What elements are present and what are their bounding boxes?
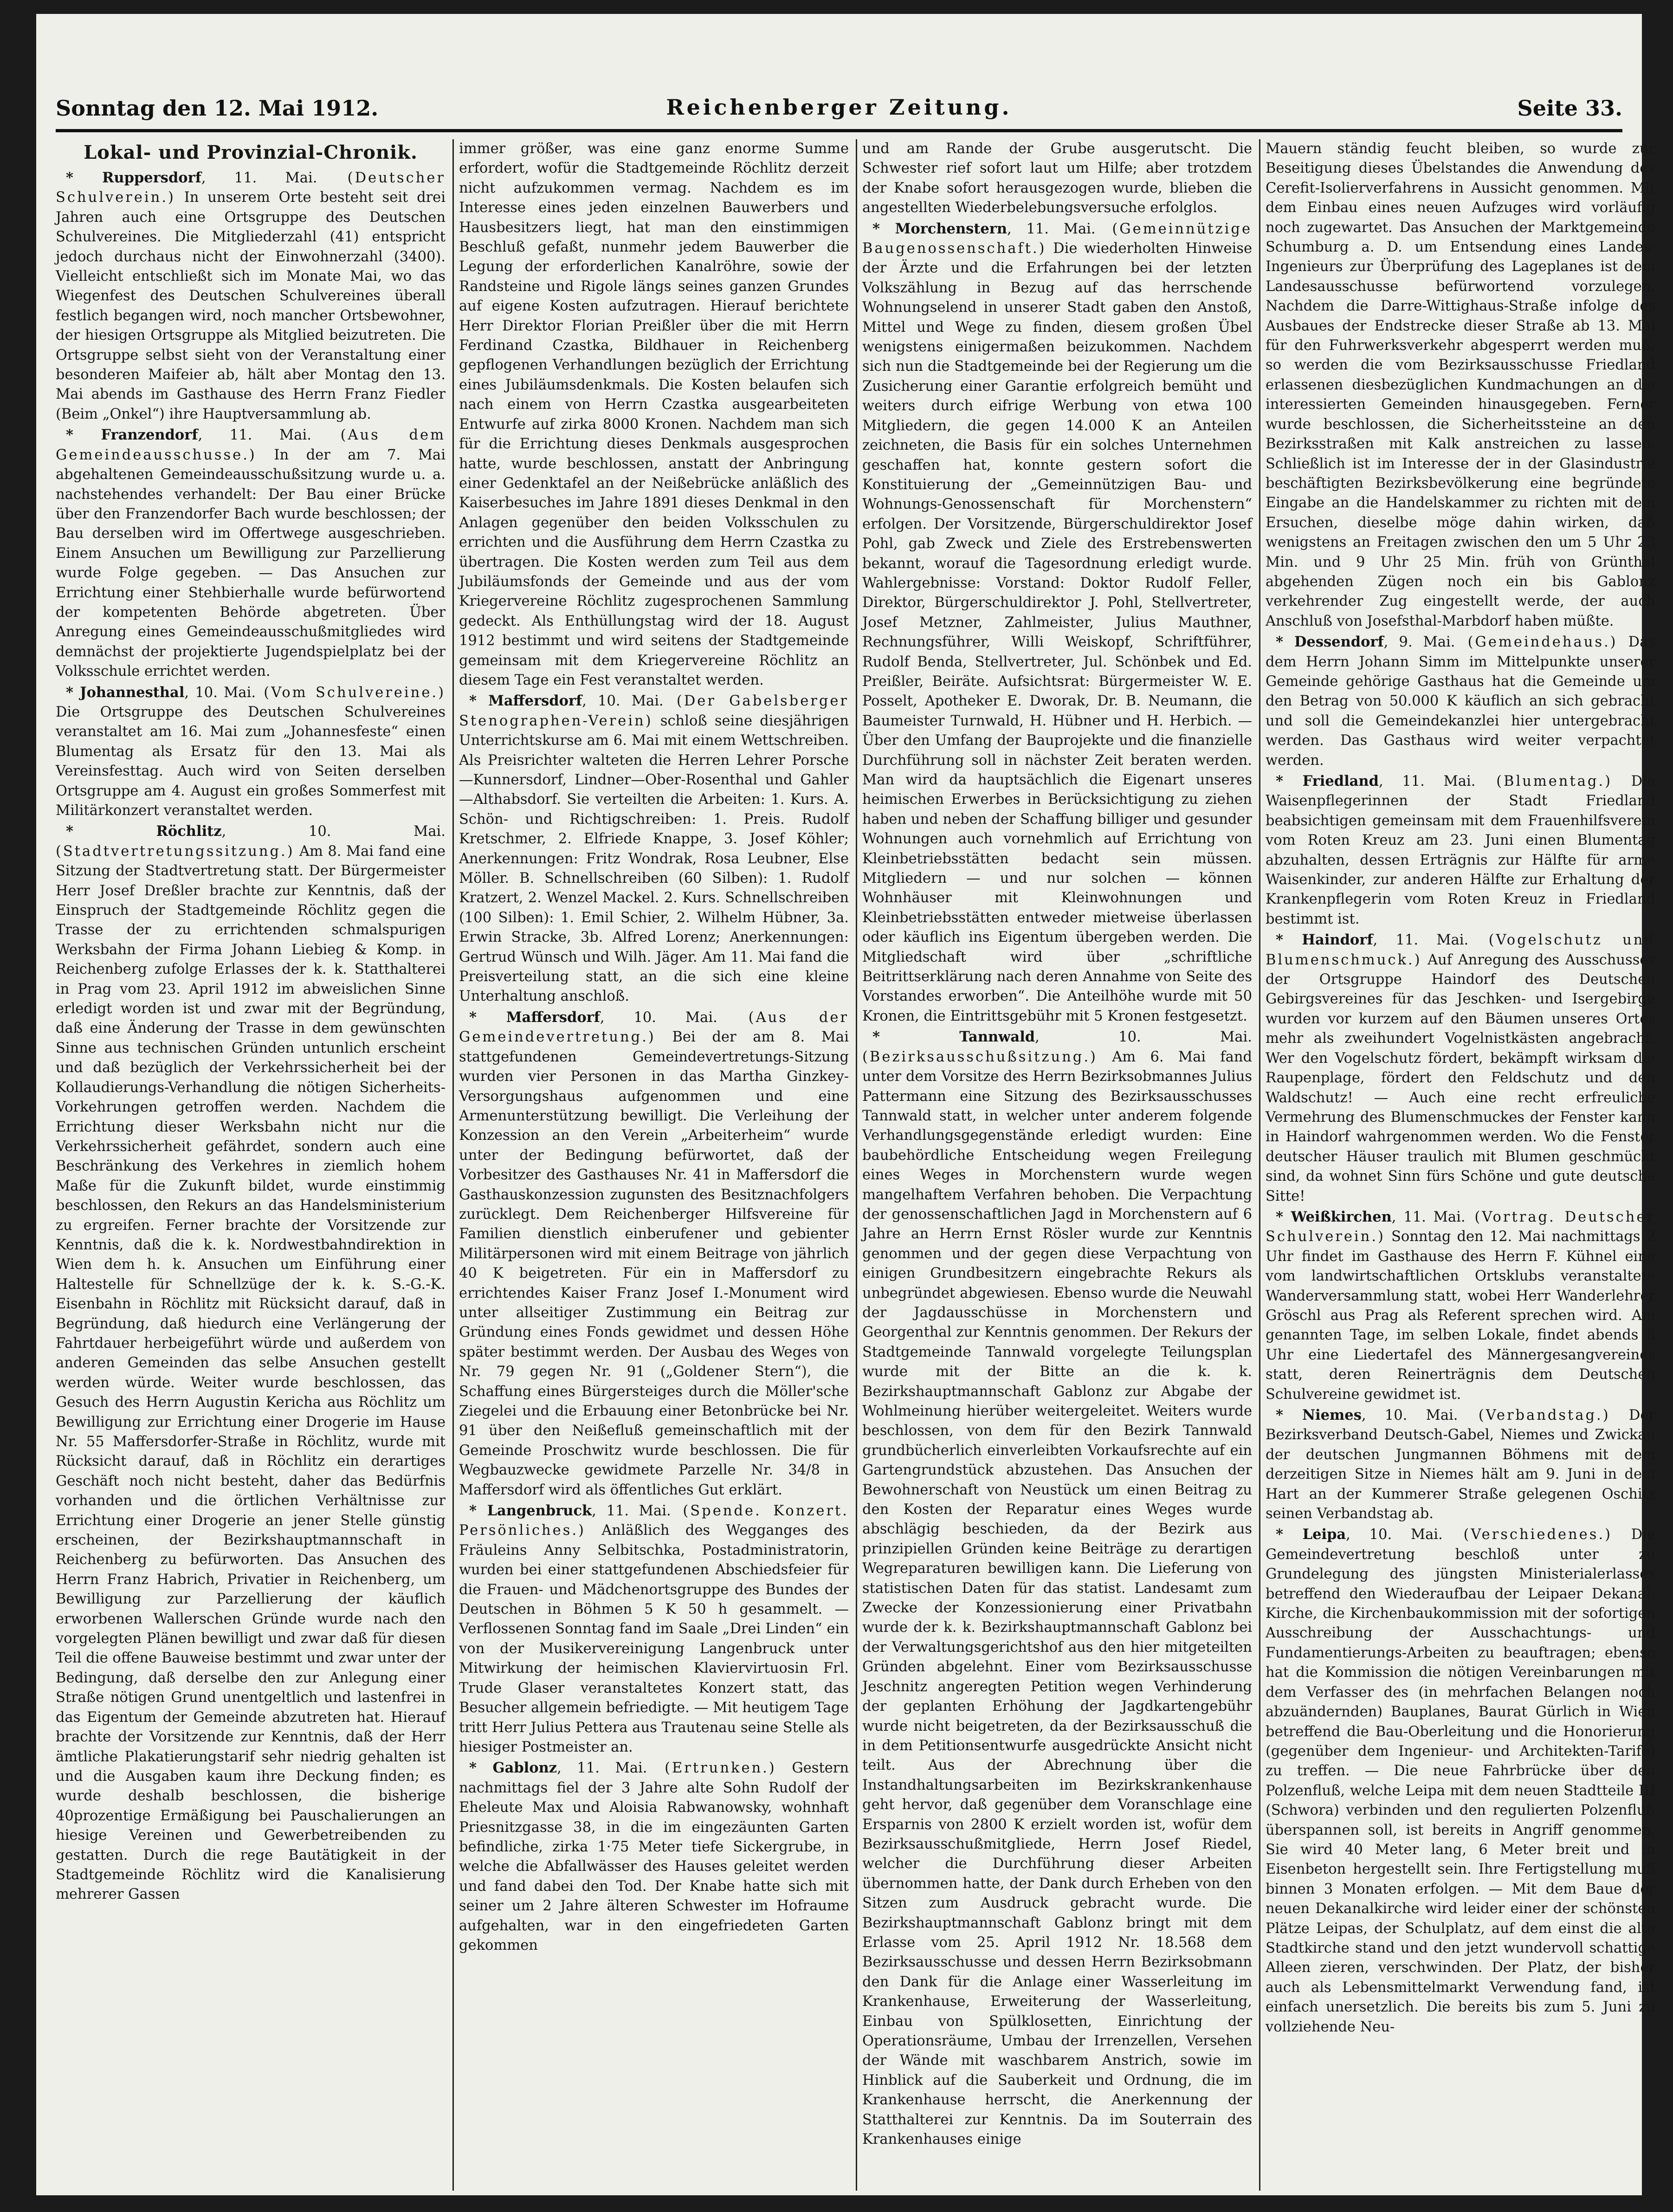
article-kicker: (Gemeinnützige Baugenossenschaft.) (862, 220, 1252, 257)
article-date: , 10. Mai. (600, 1009, 717, 1026)
article (862, 139, 1252, 218)
article-kicker: (Ertrunken.) (647, 1760, 776, 1777)
article (1266, 771, 1655, 929)
article-text: Die Ortsgruppe des Deutschen Schulvereines veranstaltet am 16. Mai zum „Johannesfeste“ einen Blumentag als Ersatz für den 13. Mai als Vereinsfesttag. Auch wird von Seiten derselben Ortsgruppe am 4. August ein großes Sommerfest mit Militärkonzert veranstaltet werden. (56, 704, 446, 819)
article (459, 1758, 849, 1955)
column-3 (862, 139, 1252, 2191)
article (56, 821, 446, 1904)
article-place: * Maffersdorf (469, 1009, 600, 1026)
article-text: Die wiederholten Hinweise der Ärzte und die Erfahrungen bei der letzten Volkszählung in Bezug auf das herrschende Wohnungselend in unserer Stadt gaben den Anstoß, Mittel und Wege zu finden, diesem großen Übel wenigstens einigermaßen beizukommen. Nachdem sich nun die Stadtgemeinde bei der Regierung um die Zusicherung einer Garantie erfolgreich bemüht und weiters durch eifrige Werbung von etwa 100 Mitgliedern, die gegen 14.000 K an Anteilen zeichneten, die Basis für ein solches Unternehmen geschaffen hat, konnte gestern sofort die Konstituierung der „Gemeinnützigen Bau- und Wohnungs-Genossenschaft für Morchenstern“ erfolgen. Der Vorsitzende, Bürgerschuldirektor Josef Pohl, gab Zweck und Ziele des Erstrebenswerten bekannt, worauf die Tagesordnung erledigt wurde. Wahlergebnisse: Vorstand: Doktor Rudolf Feller, Direktor, Bürgerschuldirektor J. Pohl, Stellvertreter, Josef Metzner, Zahlmeister, Julius Mauthner, Rechnungsführer, Willi Weiskopf, Schriftführer, Rudolf Benda, Stellvertreter, Jul. Schönbek und Ed. Preißler, Beiräte. Aufsichtsrat: Bürgermeister W. E. Posselt, Apotheker E. Dworak, Dr. B. Neumann, die Baumeister Turnwald, H. Hübner und H. Herbich. — Über den Umfang der Bauprojekte und die finanzielle Durchführung soll in nächster Zeit beraten werden. Man wird da hauptsächlich die Eigenart unseres heimischen Erwerbes in Berücksichtigung zu ziehen haben und neben der Schaffung billiger und gesunder Wohnungen auch vornehmlich auf Errichtung von Kleinbetriebsstätten bedacht sein müssen. Mitgliedern — und nur solchen — können Wohnhäuser mit Kleinwohnungen und Kleinbetriebsstätten entweder mietweise überlassen oder käuflich ins Eigentum übergeben werden. Die Mitgliedschaft wird über „schriftliche Beitrittserklärung nach deren Annahme von Seite des Vorstandes erworben“. Die Anteilhöhe wurde mit 50 Kronen, die Eintrittsgebühr mit 5 Kronen festgesetzt. (862, 240, 1252, 1024)
article-text: Der Bezirksverband Deutsch-Gabel, Niemes und Zwickau der deutschen Jungmannen Böhmens mit dem derzeitigen Sitze in Niemes hält am 9. Juni in dem Hart an der Kummerer Straße gelegenen Oschitz seinen Verbandstag ab. (1266, 1407, 1655, 1522)
newspaper-title: Reichenberger Zeitung. (666, 95, 1012, 120)
article-kicker: (Deutscher Schulverein.) (56, 170, 446, 206)
article (459, 1501, 849, 1757)
column-1 (56, 139, 446, 2191)
article-text: Am 8. Mai fand eine Sitzung der Stadtvertretung statt. Der Bürgermeister Herr Josef Dreßler brachte zur Kenntnis, daß der Einspruch der Stadtgemeinde Röchlitz gegen die Trasse der zu errichtenden schmalspurigen Werksbahn der Firma Johann Liebieg & Komp. in Reichenberg zufolge Erlasses der k. k. Statthalterei in Prag vom 23. April 1912 im abweislichen Sinne erledigt worden ist und zwar mit der Begründung, daß eine Änderung der Trasse in dem gewünschten Sinne aus technischen Gründen untunlich erscheint und daß bezüglich der Verkehrssicherheit bei der Kollaudierungs-Verhandlung die nötigen Sicherheits-Vorkehrungen getroffen werden. Nachdem die Errichtung dieser Werksbahn nicht nur die Verkehrssicherheit gefährdet, sondern auch eine Beschränkung des Verkehres in ziemlich hohem Maße für die Zukunft bildet, wurde einstimmig beschlossen, den Rekurs an das Handelsministerium zu ergreifen. Ferner brachte der Vorsitzende zur Kenntnis, daß die k. k. Nordwestbahndirektion in Wien dem h. k. Ansuchen um Einführung einer Haltestelle für Schnellzüge der k. k. S.-G.-K. Eisenbahn in Röchlitz mit Rücksicht darauf, daß in Begründung, daß hiedurch eine Verlängerung der Fahrtdauer herbeigeführt würde und außerdem von anderen Gemeinden das selbe Ansuchen gestellt werden würde. Weiter wurde beschlossen, das Gesuch des Herrn Augustin Kericha aus Röchlitz um Bewilligung zur Errichtung einer Drogerie im Hause Nr. 55 Maffersdorfer-Straße in Röchlitz, wurde mit Rücksicht darauf, daß in Röchlitz ein derartiges Geschäft noch nicht besteht, daher das Bedürfnis vorhanden und die örtlichen Verhältnisse zur Errichtung einer Drogerie an jener Stelle günstig erscheinen, der Bezirkshauptmannschaft in Reichenberg zu befürworten. Das Ansuchen des Herrn Franz Habrich, Privatier in Reichenberg, um Bewilligung zur Parzellierung der käuflich erworbenen Wallerschen Gründe wurde nach den vorgelegten Plänen bewilligt und zwar daß für diesen Teil die offene Bauweise bestimmt und zwar unter der Bedingung, daß derselbe den zur Anlegung einer Straße nötigen Grund unentgeltlich und lastenfrei in das Eigentum der Gemeinde abzutreten hat. Hierauf brachte der Vorsitzende zur Kenntnis, daß der Herr ämtliche Plakatierungstarif sehr niedrig gehalten ist und die Ausgaben kaum ihre Deckung finden; es wurde deshalb beschlossen, die bisherige 40prozentige Ermäßigung bei Pauschalierungen an hiesige Vereinen und Gewerbetreibenden zu gestatten. Durch die rege Bautätigkeit in der Stadtgemeinde Röchlitz wird die Kanalisierung mehrerer Gassen (56, 843, 446, 1903)
article-date: , 11. Mai. (201, 170, 317, 186)
page-number: Seite 33. (1517, 96, 1622, 121)
article-text: Sonntag den 12. Mai nachmittags 2 Uhr findet im Gasthause des Herrn F. Kühnel eine vom landwirtschaftlichen Ortsklubs veranstaltete Wanderversammlung statt, wobei Herr Wanderlehrer Gröschl aus Prag als Referent sprechen wird. Am genannten Tage, im selben Lokale, findet abends 8 Uhr eine Liedertafel des Männergesangvereines statt, deren Reinerträgnis dem Deutschen Schulvereine gewidmet ist. (1266, 1229, 1655, 1403)
article (1266, 1405, 1655, 1524)
article-text: Am 6. Mai fand unter dem Vorsitze des Herrn Bezirksobmannes Julius Pattermann eine Sitzung des Bezirksausschusses Tannwald statt, in welcher unter anderem folgende Verhandlungsgegenstände erledigt wurden: Eine baubehördliche Entscheidung wegen Freilegung eines Weges in Morchenstern wurde wegen mangelhaftem Verfahren behoben. Die Verpachtung der genossenschaftlichen Jagd in Morchenstern auf 6 Jahre an Herrn Ernst Rösler wurde zur Kenntnis genommen und der gegen diese Verpachtung von einigen Grundbesitzern eingebrachte Rekurs als unbegründet abgewiesen. Ebenso wurde die Neuwahl der Jagdausschüsse in Morchenstern und Georgenthal zur Kenntnis genommen. Der Rekurs der Stadtgemeinde Tannwald vorgelegte Teilungsplan wurde mit der Bitte an die k. k. Bezirkshauptmannschaft Gablonz zur Abgabe der Wohlmeinung hierüber weitergeleitet. Weiters wurde beschlossen, von dem für den Bezirk Tannwald grundbücherlich einverleibten Vorkaufsrechte auf ein Gartengrundstück abzustehen. Das Ansuchen der Bewohnerschaft von Neustück um einen Beitrag zu den Kosten der Reparatur eines Weges wurde abschlägig beschieden, da der Bezirk aus prinzipiellen Gründen keine Beiträge zu derartigen Wegreparaturen bewilligen kann. Die Lieferung von statistischen Daten für das statist. Landesamt zum Zwecke der Konzessionierung einer Privatbahn wurde der k. k. Bezirkshauptmannschaft Gablonz bei der Verwaltungsgerichtshof aus den hier mitgeteilten Gründen abgelehnt. Einer vom Bezirksausschusse Jeschnitz angeregten Petition wegen Verhinderung der geplanten Erhöhung der Jagdkartengebühr wurde nicht beigetreten, da der Bezirksausschuß die in dem Petitionsentwurfe ausgedrückte Ansicht nicht teilt. Aus der Abrechnung über die Instandhaltungsarbeiten im Bezirkskrankenhause geht hervor, daß gegenüber dem Voranschlage eine Ersparnis von 2800 K erzielt worden ist, wofür dem Bezirksausschußmitgliede, Herrn Josef Riedel, welcher die Durchführung dieser Arbeiten übernommen hatte, der Dank durch Erheben von den Sitzen zum Ausdruck gebracht wurde. Die Bezirkshauptmannschaft Gablonz bringt mit dem Erlasse vom 25. April 1912 Nr. 18.568 dem Bezirksausschusse und dessen Herrn Bezirksobmann den Dank für die Anlage einer Wasserleitung im Krankenhause, Erweiterung der Wasserleitung, Einbau von Spülklosetten, Einrichtung der Operationsräume, Umbau der Irrenzellen, Versehen der Wände mit waschbarem Anstrich, sowie im Hinblick auf die Sauberkeit und Ordnung, die im Krankenhause herrscht, die Anerkennung der Statthalterei zur Kenntnis. Da im Souterrain des Krankenhauses einige (862, 1048, 1252, 2148)
article-place: * Haindorf (1276, 931, 1373, 949)
article (1266, 1525, 1655, 2037)
newspaper-page (36, 14, 1656, 2195)
article-kicker: (Bezirksausschußsitzung.) (862, 1048, 1098, 1065)
article-place: * Röchlitz (66, 823, 222, 840)
article-kicker: (Vortrag. Deutscher Schulverein.) (1266, 1209, 1655, 1245)
column-2 (459, 139, 849, 2191)
article-place: * Leipa (1276, 1526, 1346, 1543)
header-rule (56, 129, 1622, 132)
article-kicker: (Spende. Konzert. Persönliches.) (459, 1503, 849, 1539)
article (459, 691, 849, 1007)
column-divider (452, 139, 454, 2191)
article-place: * Niemes (1276, 1407, 1362, 1423)
article (459, 139, 849, 690)
article-date: , 10. Mai. (1361, 1407, 1458, 1423)
article-text: Mauern ständig feucht bleiben, so wurde zur Beseitigung dieses Übelstandes die Anwendung des Cerefit-Isolierverfahrens in Aussicht genommen. Mit dem Einbau eines neuen Aufzuges wird vorläufig noch zugewartet. Das Ansuchen der Marktgemeinde Schumburg a. D. um Entsendung eines Landes-Ingenieurs zur Überprüfung des Lageplanes ist dem Landesausschusse befürwortend vorzulegen. Nachdem die Darre-Wittighaus-Straße infolge des Ausbaues der Endstrecke dieser Straße ab 13. Mai für den Fuhrwerksverkehr abgesperrt werden muß, so werden die vom Bezirksausschusse Friedland erlassenen diesbezüglichen Kundmachungen an die interessierten Gemeinden hinausgegeben. Ferner wurde beschlossen, die Sicherheitssteine an den Bezirksstraßen mit Kalk anstreichen zu lassen. Schließlich ist im Interesse der in der Glasindustrie beschäftigten Bezirksbevölkerung eine begründete Eingabe an die Handelskammer zu richten mit dem Ersuchen, dieselbe möge dahin wirken, daß wenigstens an Freitagen zwischen den um 5 Uhr 23 Min. und 9 Uhr 25 Min. früh von Grünthal abgehenden Zügen noch ein bis Gablonz verkehrender Zug eingestellt werde, der auch Anschluß von Josefsthal-Marbdorf haben müßte. (1266, 141, 1655, 629)
article-kicker: (Blumentag.) (1475, 773, 1613, 789)
article-text: Bei der am 8. Mai stattgefundenen Gemeindevertretungs-Sitzung wurden vier Personen in das Martha Ginzkey-Versorgungshaus aufgenommen und eine Armenunterstützung bewilligt. Die Verleihung der Konzession an den Verein „Arbeiterheim“ wurde unter der Bedingung befürwortet, daß der Vorbesitzer des Gasthauses Nr. 41 in Maffersdorf die Gasthauskonzession zugunsten des Besitznachfolgers zurücklegt. Dem Reichenberger Hilfsvereine für Familien dienstlich einberufener und gebienter Militärpersonen wird mit einem Beitrage von jährlich 40 K beigetreten. Für ein in Maffersdorf zu errichtendes Kaiser Franz Josef I.-Monument wird unter allseitiger Zustimmung ein Beitrag zur Gründung eines Fonds gewidmet und dessen Höhe später bestimmt werden. Der Ausbau des Weges von Nr. 79 gegen Nr. 91 („Goldener Stern“), die Schaffung eines Bürgersteiges durch die Möller'sche Ziegelei und die Erbauung einer Betonbrücke bei Nr. 91 über den Neißefluß gemeinschaftlich mit der Gemeinde Proschwitz wurde beschlossen. Die für Wegbauzwecke gewidmete Parzelle Nr. 34/8 in Maffersdorf wird als öffentliches Gut erklärt. (459, 1029, 849, 1498)
article-text: immer größer, was eine ganz enorme Summe erfordert, wofür die Stadtgemeinde Röchlitz derzeit nicht aufzukommen vermag. Nachdem es im Interesse eines jeden einzelnen Bauwerbers und Hausbesitzers liegt, hat man den einstimmigen Beschluß gefaßt, nunmehr jedem Bauwerber die Legung der erforderlichen Kanalröhre, sowie der Randsteine und Rigole längs seines ganzen Grundes auf eigene Kosten aufzutragen. Hierauf berichtete Herr Direktor Florian Preißler über die mit Herrn Ferdinand Czastka, Bildhauer in Reichenberg gepflogenen Verhandlungen bezüglich der Errichtung eines Jubiläumsdenkmals. Die Kosten belaufen sich nach einem von Herrn Czastka ausgearbeiteten Entwurfe auf zirka 8000 Kronen. Nachdem man sich für die Errichtung dieses Denkmals ausgesprochen hatte, wurde beschlossen, anstatt der Anbringung einer Gedenktafel an der Neißebrücke anläßlich des Kaiserbesuches im Jahre 1891 dieses Denkmal in den Anlagen gegenüber den beiden Volksschulen zu errichten und die Ausführung dem Herrn Czastka zu übertragen. Die Kosten werden zum Teil aus dem Jubiläumsfonds der Gemeinde und aus der vom Kriegervereine Röchlitz zugesprochenen Sammlung gedeckt. Als Enthüllungstag wird der 18. August 1912 bestimmt und wird seitens der Stadtgemeinde gemeinsam mit dem Kriegervereine Röchlitz an diesem Tage ein Fest veranstaltet werden. (459, 141, 849, 688)
article-date: , 11. Mai. (1373, 932, 1469, 949)
article-place: * Langenbruck (469, 1502, 592, 1520)
article-text: Gestern nachmittags fiel der 3 Jahre alte Sohn Rudolf der Eheleute Max und Aloisia Rabwanowsky, wohnhaft Priesnitzgasse 38, in die im eingezäunten Garten befindliche, zirka 1·75 Meter tiefe Sickergrube, in welche die Abfallwässer des Hauses geleitet werden und fand dabei den Tod. Der Knabe hatte sich mit seiner um 2 Jahre älteren Schwester im Hofraume aufgehalten, war in den eingefriedeten Garten gekommen (459, 1760, 849, 1953)
article-text: Die Gemeindevertretung beschloß unter zu Grundelegung des jüngsten Ministerialerlasses betreffend den Wiederaufbau der Leipaer Dekanal-Kirche, die Kirchenbaukommission mit der sofortigen Ausschreibung der Ausschachtungs- und Fundamentierungs-Arbeiten zu beauftragen; ebenso hat die Kommission die nötigen Vereinbarungen mit dem Verfasser des (in mehrfachen Belangen noch abzuändernden) Bauplanes, Baurat Gürlich in Wien betreffend die Bau-Oberleitung und die Honorierung (gegenüber dem Ingenieur- und Architekten-Tarife) zu treffen. — Die neue Fahrbrücke über den Polzenfluß, welche Leipa mit dem neuen Stadtteile III (Schwora) verbinden und den regulierten Polzenfluß überspannen soll, ist bereits in Angriff genommen. Sie wird 40 Meter lang, 6 Meter breit und in Eisenbeton hergestellt sein. Ihre Fertigstellung muß binnen 3 Monaten erfolgen. — Mit dem Baue der neuen Dekanalkirche wird leider einer der schönsten Plätze Leipas, der Schulplatz, auf dem einst die alte Stadtkirche stand und den jetzt wundervoll schattige Alleen zieren, verschwinden. Der Platz, der bisher auch als Lebensmittelmarkt Verwendung fand, ist einfach unersetzlich. Die bereits bis zum 5. Juni zu vollziehende Neu- (1266, 1526, 1656, 2035)
article-date: , 10. Mai. (184, 684, 256, 701)
article (56, 683, 446, 821)
article-date: , 11. Mai. (557, 1760, 647, 1777)
article-date: , 10. Mai. (582, 693, 664, 710)
article (1266, 632, 1655, 770)
article-kicker: (Verschiedenes.) (1442, 1526, 1612, 1543)
column-divider (1259, 139, 1260, 2191)
article-place: * Franzendorf (66, 427, 198, 444)
article-text: In unserem Orte besteht seit drei Jahren auch eine Ortsgruppe des Deutschen Schulvereines. Die Mitgliederzahl (41) entspricht jedoch durchaus nicht der Einwohnerzahl (3400). Vielleicht entschließt sich im Monate Mai, wo das Wiegenfest des Deutschen Schulvereines überall festlich begangen wird, noch mancher Ortsbewohner, der hiesigen Ortsgruppe als Mitglied beizutreten. Die Ortsgruppe selbst sieht von der Veranstaltung einer besonderen Maifeier ab, hält aber Montag den 13. Mai abends im Gasthause des Herrn Franz Fiedler (Beim „Onkel“) ihre Hauptversammlung ab. (56, 189, 446, 422)
article-date: , 11. Mai. (198, 427, 311, 444)
article-date: , 11. Mai. (1378, 773, 1476, 789)
article-date: , 9. Mai. (1383, 634, 1455, 651)
article-place: * Morchenstern (872, 220, 1008, 237)
page-header (56, 93, 1622, 123)
article-place: * Dessendorf (1276, 634, 1384, 651)
article-date: , 10. Mai. (1346, 1526, 1443, 1543)
article (1266, 1207, 1655, 1404)
article-text: und am Rande der Grube ausgerutscht. Die Schwester rief sofort laut um Hilfe; aber trotzdem der Knabe sofort herausgezogen wurde, blieben die angestellten Wiederbelebungsversuche erfolglos. (862, 141, 1252, 216)
article-kicker: (Der Gabelsberger Stenographen-Verein) (459, 693, 849, 729)
article-text: Auf Anregung des Ausschusses der Ortsgruppe Haindorf des Deutschen Gebirgsvereines für das Jeschken- und Isergebirge wurden vor kurzem auf den Bäumen unseres Ortes mehr als zweihundert Vogelnistkästen angebracht. Wer den Vogelschutz fördert, bekämpft wirksam die Raupenplage, fördert den Feldschutz und den Waldschutz! — Auch eine recht erfreuliche Vermehrung des Blumenschmuckes der Fenster kann in Haindorf wahrgenommen werden. Wo die Fenster deutscher Häuser traulich mit Blumen geschmückt sind, da wohnet Sinn fürs Schöne und gute deutsche Sitte! (1266, 951, 1655, 1204)
article-place: * Tannwald (872, 1028, 1035, 1046)
article (459, 1008, 849, 1500)
article-text: Die Waisenpflegerinnen der Stadt Friedland beabsichtigen gemeinsam mit dem Frauenhilfsverein vom Roten Kreuz am 23. Juni einen Blumentag abzuhalten, dessen Erträgnis zur Hälfte für arme Waisenkinder, zur anderen Hälfte zur Erhaltung der Krankenpflegerin vom Roten Kreuz in Friedland bestimmt ist. (1266, 773, 1655, 927)
column-4 (1266, 139, 1655, 2191)
article-text: schloß seine diesjährigen Unterrichtskurse am 6. Mai mit einem Wettschreiben. Als Preisrichter walteten die Herren Lehrer Porsche—Kunnersdorf, Lindner—Ober-Rosenthal und Gahler—Althabsdorf. Sie verteilten die Arbeiten: 1. Kurs. A. Schön- und Richtigschreiben: 1. Preis. Rudolf Kretschmer, 2. Elfriede Knappe, 3. Josef Köhler; Anerkennungen: Fritz Wondrak, Rosa Leubner, Else Möller. B. Schnellschreiben (60 Silben): 1. Rudolf Kratzert, 2. Wenzel Mackel. 2. Kurs. Schnellschreiben (100 Silben): 1. Emil Schier, 2. Wilhelm Hübner, 3a. Erwin Stracke, 3b. Alfred Lorenz; Anerkennungen: Gertrud Wünsch und Wilh. Jäger. Am 11. Mai fand die Preisverteilung statt, an die sich eine kleine Unterhaltung anschloß. (459, 712, 849, 1005)
article (1266, 139, 1655, 631)
article-place: * Friedland (1276, 773, 1379, 789)
article-place: * Ruppersdorf (66, 169, 201, 186)
article-text: Anläßlich des Wegganges des Fräuleins Anny Selbitschka, Postadministratorin, wurden bei einer stattgefundenen Abschiedsfeier für die Frauen- und Mädchenortsgruppe des Bundes der Deutschen in Böhmen 5 K 50 h gesammelt. — Verflossenen Sonntag fand im Saale „Drei Linden“ ein von der Musikervereinigung Langenbruck unter Mitwirkung der heimischen Klaviervirtuosin Frl. Trude Glaser veranstaltetes Konzert statt, das Besucher allgemein befriedigte. — Mit heutigem Tage tritt Herr Julius Pettera aus Trautenau seine Stelle als hiesiger Postmeister an. (459, 1522, 849, 1755)
article-text: Das dem Herrn Johann Simm im Mittelpunkte unserer Gemeinde gehörige Gasthaus hat die Gemeinde um den Betrag von 50.000 K käuflich an sich gebracht und soll die Gemeindekanzlei hier untergebracht werden. Das Gasthaus wird weiter verpachtet werden. (1266, 634, 1655, 769)
article (862, 219, 1252, 1027)
article-kicker: (Aus der Gemeindevertretung.) (459, 1009, 849, 1046)
article (56, 425, 446, 681)
article-kicker: (Vogelschutz und Blumenschmuck.) (1266, 932, 1655, 968)
article-kicker: (Vom Schulvereine.) (256, 684, 446, 701)
article-date: , 11. Mai. (1007, 220, 1096, 237)
article-kicker: (Stadtvertretungssitzung.) (56, 843, 295, 860)
article-place: * Johannesthal (66, 684, 185, 701)
article-place: * Maffersdorf (469, 692, 582, 710)
article-date: , 11. Mai. (1391, 1209, 1466, 1225)
article-text: In der am 7. Mai abgehaltenen Gemeindeausschußsitzung wurde u. a. nachstehendes verhandelt: Der Bau einer Brücke über den Franzendorfer Bach wurde beschlossen; der Bau derselben wird im Offertwege ausgeschrieben. Einem Ansuchen um Bewilligung zur Parzellierung wurde Folge gegeben. — Das Ansuchen zur Errichtung einer Stehbierhalle wurde befürwortend der kompetenten Behörde abgetreten. Über Anregung eines Gemeindeausschußmitgliedes wird demnächst der projektierte Jugendspielplatz bei der Volksschule errichtet werden. (56, 446, 446, 680)
article (56, 168, 446, 424)
article-place: * Gablonz (469, 1759, 557, 1777)
article (862, 1027, 1252, 2149)
article-kicker: (Verbandstag.) (1458, 1407, 1610, 1423)
article (1266, 930, 1655, 1206)
article-date: , 10. Mai. (221, 823, 446, 840)
article-date: , 11. Mai. (592, 1503, 671, 1520)
section-heading: Lokal- und Provinzial-Chronik. (84, 142, 418, 163)
header-date: Sonntag den 12. Mai 1912. (56, 96, 379, 121)
column-divider (856, 139, 857, 2191)
article-place: * Weißkirchen (1276, 1208, 1392, 1225)
article-kicker: (Aus dem Gemeindeausschusse.) (56, 427, 446, 463)
article-kicker: (Gemeindehaus.) (1455, 634, 1618, 651)
article-date: , 10. Mai. (1035, 1029, 1252, 1046)
